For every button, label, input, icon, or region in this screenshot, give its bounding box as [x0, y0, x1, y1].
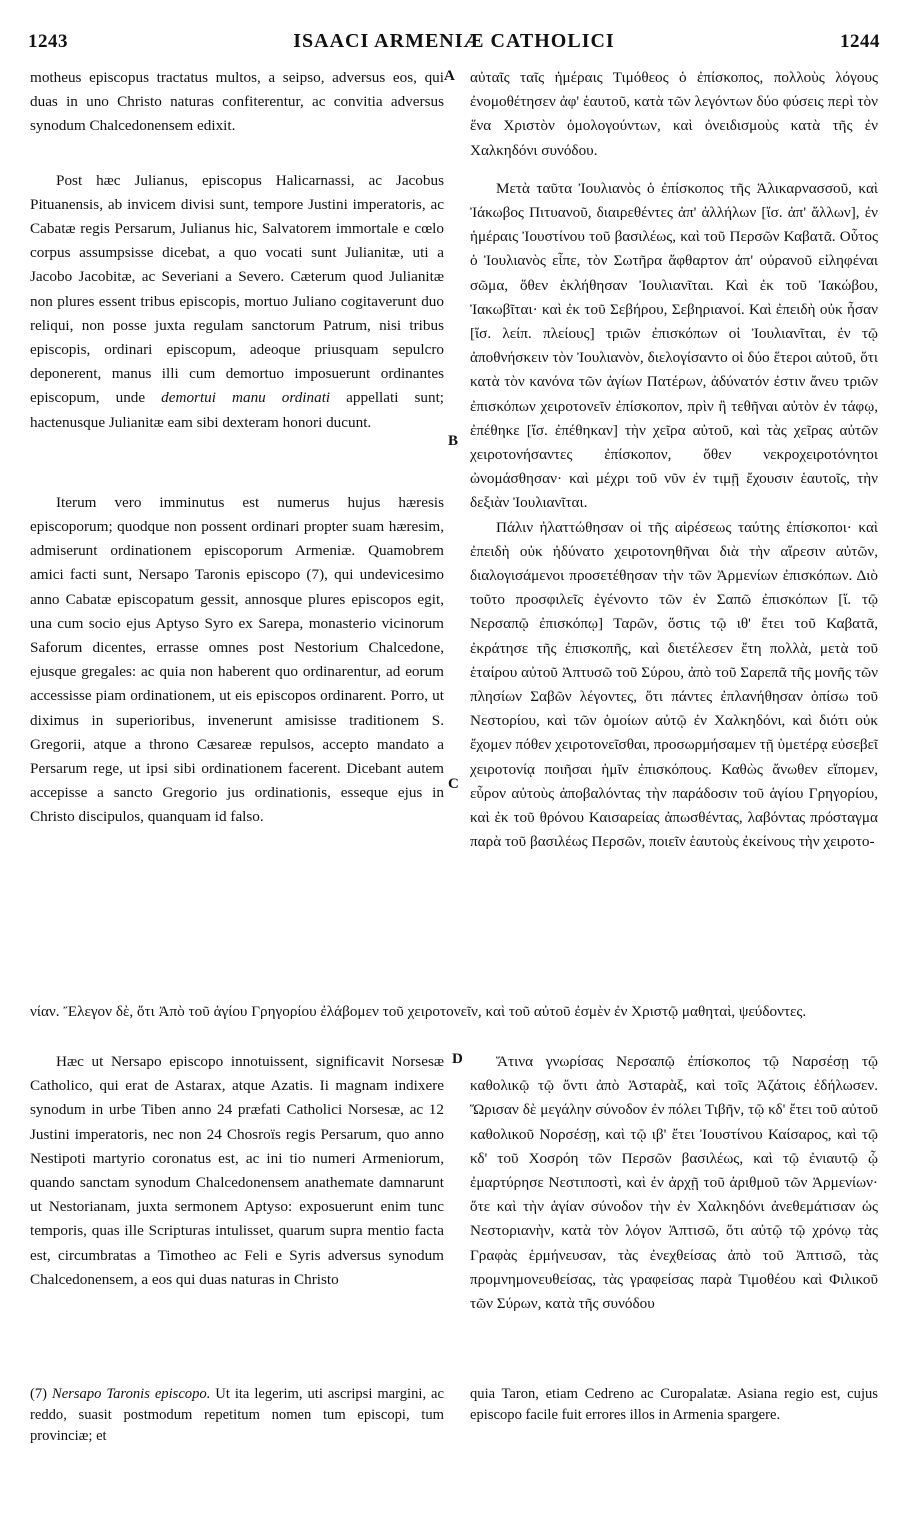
latin-paragraph-1: motheus episcopus tractatus multos, a seipso, adversus eos, qui duas in uno Christo naturas confiterentur, ac convitia adversus synodum Chalcedonensem edixit.	[30, 69, 444, 135]
greek-column-top	[470, 66, 878, 855]
greek-paragraph-2: Μετὰ ταῦτα Ἰουλιανὸς ὁ ἐπίσκοπος τῆς Ἁλικαρνασσοῦ, καὶ Ἰάκωβος Πιτυανοῦ, διαιρεθέντες ἀπ' ἀλλήλων [ἴσ. ἀπ' ἄλλων], ἐν ἡμέραις Ἰουστίνου τοῦ βασιλέως, καὶ τοῦ Περσῶν Καβατᾶ. Οὗτος ὁ Ἰουλιανὸς εἶπε, τὸν Σωτῆρα ἄφθαρτον ἀπ' οὐρανοῦ εἰληφέναι σῶμα, ὅθεν ἐκλήθησαν Ἰουλιανῖται. Καὶ ἐκ τοῦ Ἰακώβου, Ἰακωβῖται· καὶ ἐκ τοῦ Σεβήρου, Σεβηριανοί. Καὶ ἐπειδὴ οὐκ ἦσαν [ἴσ. λείπ. πλείους] τριῶν ἐπισκόπων οἱ Ἰουλιανῖται, ἐν τῷ ἀποθνήσκειν τὸν Ἰουλιανὸν, διελογίσαντο οἱ δύο ἕτεροι αὐτοῦ, ὅτι κατὰ τὸν κανόνα τῶν ἁγίων Πατέρων, ἀδύνατόν ἐστιν ἄνευ τριῶν ἐπισκόπων χειροτονεῖν ἐπίσκοπον, πρὶν ἢ τεθῆναι αὐτὸν ἐν τάφῳ, ἐπέθηκε [ἴσ. ἐπέθηκαν] τὴν χεῖρα αὐτοῦ, καὶ τὰς χεῖρας αὐτῶν χειροτονήσαντες ἐπίσκοπον, ὅθεν νεκροχειροτόνητοι ὠνομάσθησαν· καὶ μέχρι τοῦ νῦν ἐν τιμῇ ἔχουσιν ἑαυτοῖς, τὴν δεξιὰν Ἰουλιανῖται.	[470, 179, 878, 512]
latin-paragraph-2	[30, 169, 444, 435]
margin-marker-b: B	[448, 433, 459, 449]
margin-marker-a: A	[444, 68, 455, 84]
page-number-right: 1244	[839, 31, 880, 52]
latin-column-bottom	[30, 1050, 444, 1292]
latin-column-top	[30, 66, 444, 830]
latin-paragraph-4: Hæc ut Nersapo episcopo innotuissent, significavit Norsesæ Catholico, qui erat de Astarax, atque Azatis. Ii magnam indixere synodum in urbe Tiben anno 24 præfati Catholici Norsesæ, ac 12 Justini imperatoris, nec non 24 Chosroïs regis Persarum, quo anno Nestipoti martyrio coronatus est, ac ini tio numeri Armeniorum, quando sanctam synodum Chalcedonensem anathemate damnarunt ut Nestorianam, juxta sermonem Aptyso: exposuerunt enim tunc temporis, quas ille Scripturas intulisset, quarum supra mentio facta est, circumbratas a Timotheo ac Feli e Syris adversus synodum Chalcedonensem, a eos qui duas naturas in Christo	[30, 1053, 444, 1288]
footnote-left-text: Ut ita legerim, uti ascripsi margini, ac reddo, suasit postmodum repetitum nomen tum episcopi, tum provinciæ; et	[30, 1386, 444, 1444]
page-number-left: 1243	[28, 31, 68, 52]
footnote-italic: Nersapo Taronis episcopo.	[51, 1386, 211, 1402]
latin-paragraph-2-italic: demortui manu ordinati	[161, 389, 331, 407]
page-header	[28, 30, 880, 60]
margin-marker-d: D	[452, 1051, 463, 1067]
greek-paragraph-3: Πάλιν ἠλαττώθησαν οἱ τῆς αἱρέσεως ταύτης ἐπίσκοποι· καὶ ἐπειδὴ οὐκ ἠδύνατο χειροτονηθῆναι διὰ τὴν αἵρεσιν αὐτῶν, διαλογισάμενοι προσετέθησαν τὴν τῶν Ἀρμενίων ἐπισκόπων. Διὸ τοῦτο προσφιλεῖς ἐγένοντο τῶν ἐν Σαπῶ ἐπισκόπων [ἴ. τῷ Νερσαπῷ ἐπισκόπῳ] Ταρῶν, ὅστις τῷ ιθ' ἔτει τοῦ Καβατᾶ, ἐκράτησε τῆς ἐπισκοπῆς, καὶ διετέλεσεν ἔτη πολλὰ, μετὰ τοῦ ἑταίρου αὐτοῦ Ἀπτυσῶ τοῦ Σύρου, ἀπὸ τοῦ Σαρεπᾶ τῆς μονῆς τῶν πλησίων Σαβῶν λέγοντες, ὅτι πάντες ἐπλανήθησαν ὀπίσω τοῦ Νεστορίου, καὶ τῶν ὁμοίων αὐτῷ ἐν Χαλκηδόνι, καὶ διότι οὐκ ἔχομεν πόθεν χειροτονεῖσθαι, προσωρμήσαμεν τῇ ὑμετέρᾳ εὐσεβεῖ χειροτονίᾳ ποιῆσαι ἡμῖν ἐπισκόπους. Καθὼς ἄνωθεν εἴπομεν, εὗρον αὐτοὺς ἀποβαλόντας τὴν παράδοσιν τοῦ ἁγίου Γρηγορίου, καὶ ἐκ τοῦ θρόνου Καισαρείας ἀπωσθέντας, λαβόντας πρόσταγμα παρὰ τοῦ βασιλέως Περσῶν, ποιεῖν ἑαυτοὺς ἐκείνους τὴν χειροτο-	[470, 518, 879, 851]
greek-paragraph-1: αὐταῖς ταῖς ἡμέραις Τιμόθεος ὁ ἐπίσκοπος, πολλοὺς λόγους ἐνομοθέτησεν ἀφ' ἑαυτοῦ, κατὰ τῶν λεγόντων δύο φύσεις περὶ τὸν ἕνα Χριστὸν ὁμολογούντων, καὶ ὀνειδισμοὺς κατὰ τῆς ἐν Χαλκηδόνι συνόδου.	[470, 69, 878, 159]
greek-column-bottom	[470, 1050, 878, 1316]
running-title: ISAACI ARMENIÆ CATHOLICI	[293, 30, 615, 52]
footnote-label: (7)	[30, 1386, 48, 1402]
footnote-left	[30, 1384, 444, 1447]
margin-marker-c: C	[448, 776, 459, 792]
greek-full-width-line: νίαν. Ἔλεγον δὲ, ὅτι Ἀπὸ τοῦ ἁγίου Γρηγορίου ἐλάβομεν τοῦ χειροτονεῖν, καὶ τοῦ αὐτοῦ ἐσμὲν ἐν Χριστῷ μαθηταὶ, ψεύδοντες.	[30, 1003, 807, 1020]
footnote-right: quia Taron, etiam Cedreno ac Curopalatæ. Asiana regio est, cujus episcopo facile fuit errores illos in Armenia spargere.	[470, 1386, 878, 1423]
latin-paragraph-2-text: Post hæc Julianus, episcopus Halicarnassi, ac Jacobus Pituanensis, ab invicem divisi sunt, tempore Justini imperatoris, ac Cabatæ regis Persarum, Julianus hic, Salvatorem immortale e cœlo corpus assumpsisse dicebat, a quo vocati sunt Julianitæ, uti a Jacobo Jacobitæ, ac Severiani a Severo. Cæterum quod Julianitæ non plures essent tribus episcopis, mortuo Juliano cogitaverunt duo reliqui, non posse juxta regulam sanctorum Patrum, nisi tribus episcopis, ordinari episcopum, adeoque priusquam sepulcro deponerent, manus illi cum demortuo imposuerunt ordinantes episcopum, unde	[30, 171, 444, 407]
latin-paragraph-3: Iterum vero imminutus est numerus hujus hæresis episcoporum; quodque non possent ordinari propter suam hæresim, admiserunt ordinationem episcoporum Armeniæ. Quamobrem amici facti sunt, Nersapo Taronis episcopo (7), qui undevicesimo anno Cabatæ episcopatum gessit, annosque plures episcopos egit, una cum socio ejus Aptyso Syro ex Sarepa, monasterio vicinorum Saforum dicentes, errasse omnes post Nestorium Chalcedone, ejusque gregales: ac quia non haberent quo ordinarentur, ad eorum accessisse piam ordinationem, ut eis episcopos ordinarent. Porro, ut diximus in superioribus, invenerunt amisisse traditionem S. Gregorii, atque a throno Cæsareæ repulsos, accepto mandato a Persarum rege, ut ipsi sibi ordinationem facerent. Dicebant autem accepisse a sancto Gregorio jus ordinationis, esseque ejus in Christo discipulos, quanquam id falso.	[30, 493, 444, 826]
latin-paragraph-2-end: appellati sunt; hactenusque Julianitæ eam sibi dexteram honori ducunt.	[30, 389, 445, 431]
greek-paragraph-4: Ἅτινα γνωρίσας Νερσαπῷ ἐπίσκοπος τῷ Ναρσέσῃ τῷ καθολικῷ τῷ ὄντι ἀπὸ Ἀσταρὰξ, καὶ τοῖς Ἀζάτοις ἐδήλωσεν. Ὥρισαν δὲ μεγάλην σύνοδον ἐν πόλει Τιβῆν, τῷ κδ' ἔτει τοῦ αὐτοῦ καθολικοῦ Νορσέσῃ, καὶ τῷ ιβ' ἔτει Ἰουστίνου Καίσαρος, καὶ τῷ κδ' τοῦ Χοσρόη τῶν Περσῶν βασιλέως, καὶ τῷ ἐνιαυτῷ ᾧ ἐμαρτύρησε Νεστιποστὶ, καὶ ἐν ἀρχῇ τοῦ ἀριθμοῦ τῶν Ἀρμενίων· ὅτε καὶ τὴν ἁγίαν σύνοδον τὴν ἐν Χαλκηδόνι ἀνεθεμάτισαν ὡς Νεστοριανὴν, κατὰ τὸν λόγον Ἀπτισῶ, ὅτι αὐτῷ τῷ χρόνῳ τὰς Γραφὰς ἑρμήνευσαν, τὰς ἐνεχθείσας ἀπὸ τοῦ Ἀπτισῶ, τὰς προμνημονευθείσας, τὰς γραφείσας παρὰ Τιμοθέου καὶ Φιλικοῦ τῶν Σύρων, κατὰ τῆς συνόδου	[470, 1053, 878, 1313]
